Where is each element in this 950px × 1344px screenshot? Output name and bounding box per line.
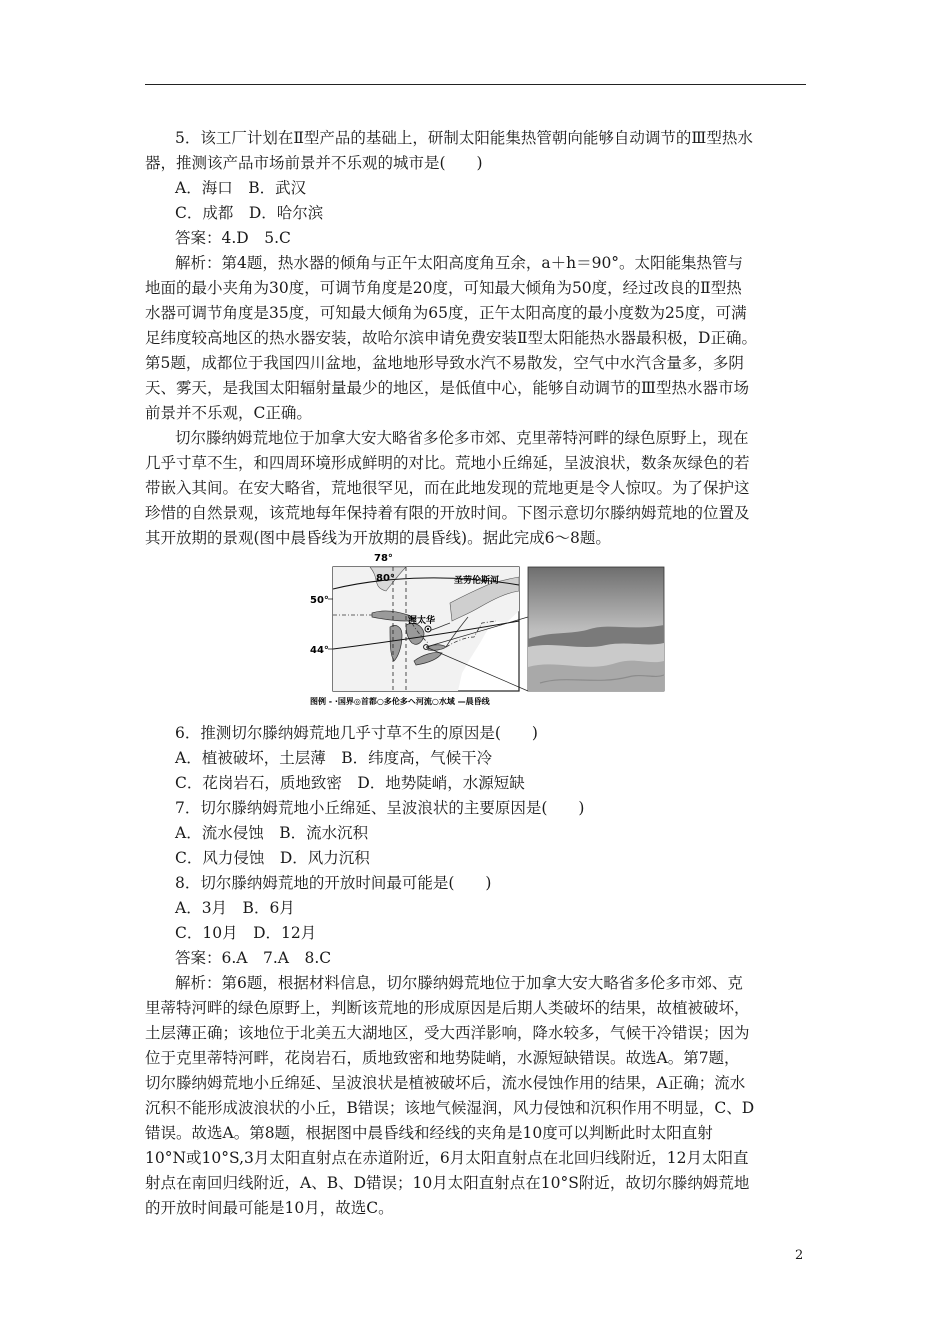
question-5-line1: 5．该工厂计划在Ⅱ型产品的基础上，研制太阳能集热管朝向能够自动调节的Ⅲ型热水 xyxy=(175,129,753,147)
option-7-cd: C．风力侵蚀 D．风力沉积 xyxy=(175,849,370,867)
analysis-6-8-line3: 土层薄正确；该地位于北美五大湖地区，受大西洋影响，降水较多，气候干冷错误；因为 xyxy=(145,1024,750,1042)
figure-map-and-photo xyxy=(310,551,670,708)
passage-line3: 带嵌入其间。在安大略省，荒地很罕见，而在此地发现的荒地更是令人惊叹。为了保护这 xyxy=(145,479,750,497)
passage-line1: 切尔滕纳姆荒地位于加拿大安大略省多伦多市郊、克里蒂特河畔的绿色原野上，现在 xyxy=(175,429,749,447)
label-lon-80: 80° xyxy=(376,573,395,584)
analysis-4-5-line1: 解析：第4题，热水器的倾角与正午太阳高度角互余，a＋h＝90°。太阳能集热管与 xyxy=(175,254,744,272)
analysis-4-5-line2: 地面的最小夹角为30度，可调节角度是20度，可知最大倾角为50度，经过改良的Ⅱ型热 xyxy=(145,279,742,297)
passage-line5: 其开放期的景观(图中晨昏线为开放期的晨昏线)。据此完成6～8题。 xyxy=(145,529,611,547)
passage-line2: 几乎寸草不生，和四周环境形成鲜明的对比。荒地小丘绵延，呈波浪状，数条灰绿色的若 xyxy=(145,454,750,472)
analysis-6-8-line4: 位于克里蒂特河畔，花岗岩石，质地致密和地势陡峭，水源短缺错误。故选A。第7题， xyxy=(145,1049,740,1067)
analysis-4-5-line6: 天、雾天，是我国太阳辐射量最少的地区，是低值中心，能够自动调节的Ⅲ型热水器市场 xyxy=(145,379,749,397)
analysis-6-8-line9: 射点在南回归线附近，A、B、D错误；10月太阳直射点在10°S附近，故切尔滕纳姆荒地 xyxy=(145,1174,750,1192)
analysis-6-8-line6: 沉积不能形成波浪状的小丘，B错误；该地气候湿润，风力侵蚀和沉积作用不明显，C、D xyxy=(145,1099,755,1117)
question-6: 6．推测切尔滕纳姆荒地几乎寸草不生的原因是( ) xyxy=(175,724,538,742)
option-5-ab: A．海口 B．武汉 xyxy=(175,179,307,197)
analysis-6-8-line8: 10°N或10°S,3月太阳直射点在赤道附近，6月太阳直射点在北回归线附近，12月太阳直 xyxy=(145,1149,749,1167)
analysis-6-8-line10: 的开放时间最可能是10月，故选C。 xyxy=(145,1199,394,1217)
label-ottawa: 渥太华 xyxy=(408,616,436,626)
answer-4-5: 答案：4.D 5.C xyxy=(175,229,291,247)
question-7: 7．切尔滕纳姆荒地小丘绵延、呈波浪状的主要原因是( ) xyxy=(175,799,585,817)
label-lat-50: 50° xyxy=(310,595,329,606)
answer-6-8: 答案：6.A 7.A 8.C xyxy=(175,949,332,967)
analysis-6-8-line2: 里蒂特河畔的绿色原野上，判断该荒地的形成原因是后期人类破坏的结果，故植被破坏， xyxy=(145,999,750,1017)
option-6-ab: A．植被破坏，土层薄 B．纬度高，气候干冷 xyxy=(175,749,493,767)
question-8: 8．切尔滕纳姆荒地的开放时间最可能是( ) xyxy=(175,874,492,892)
analysis-4-5-line5: 第5题，成都位于我国四川盆地，盆地地形导致水汽不易散发，空气中水汽含量多，多阴 xyxy=(145,354,744,372)
option-5-cd: C．成都 D．哈尔滨 xyxy=(175,204,324,222)
analysis-4-5-line7: 前景并不乐观，C正确。 xyxy=(145,404,312,422)
option-8-cd: C．10月 D．12月 xyxy=(175,924,317,942)
passage-line4: 珍惜的自然景观，该荒地每年保持着有限的开放时间。下图示意切尔滕纳姆荒地的位置及 xyxy=(145,504,750,522)
analysis-4-5-line3: 水器可调节角度是35度，可知最大倾角为65度，正午太阳高度的最小度数为25度，可满 xyxy=(145,304,747,322)
option-6-cd: C．花岗岩石，质地致密 D．地势陡峭，水源短缺 xyxy=(175,774,525,792)
label-st-lawrence-river: 圣劳伦斯河 xyxy=(454,576,500,586)
label-lon-78: 78° xyxy=(374,553,393,564)
label-lat-44: 44° xyxy=(310,645,329,656)
analysis-4-5-line4: 足纬度较高地区的热水器安装，故哈尔滨申请免费安装Ⅱ型太阳能热水器最积极，D正确。 xyxy=(145,329,757,347)
map-legend: 图例 - ·国界◎首都○多伦多ヘ河流○水域 —晨昏线 xyxy=(310,697,490,706)
option-8-ab: A．3月 B．6月 xyxy=(175,899,295,917)
question-5-line2: 器，推测该产品市场前景并不乐观的城市是( ) xyxy=(145,154,483,172)
option-7-ab: A．流水侵蚀 B．流水沉积 xyxy=(175,824,369,842)
analysis-6-8-line7: 错误。故选A。第8题，根据图中晨昏线和经线的夹角是10度可以判断此时太阳直射 xyxy=(145,1124,713,1142)
analysis-6-8-line5: 切尔滕纳姆荒地小丘绵延、呈波浪状是植被破坏后，流水侵蚀作用的结果，A正确；流水 xyxy=(145,1074,746,1092)
analysis-6-8-line1: 解析：第6题，根据材料信息，切尔滕纳姆荒地位于加拿大安大略省多伦多市郊、克 xyxy=(175,974,743,992)
header-rule xyxy=(145,84,806,85)
page-number: 2 xyxy=(795,1248,804,1263)
